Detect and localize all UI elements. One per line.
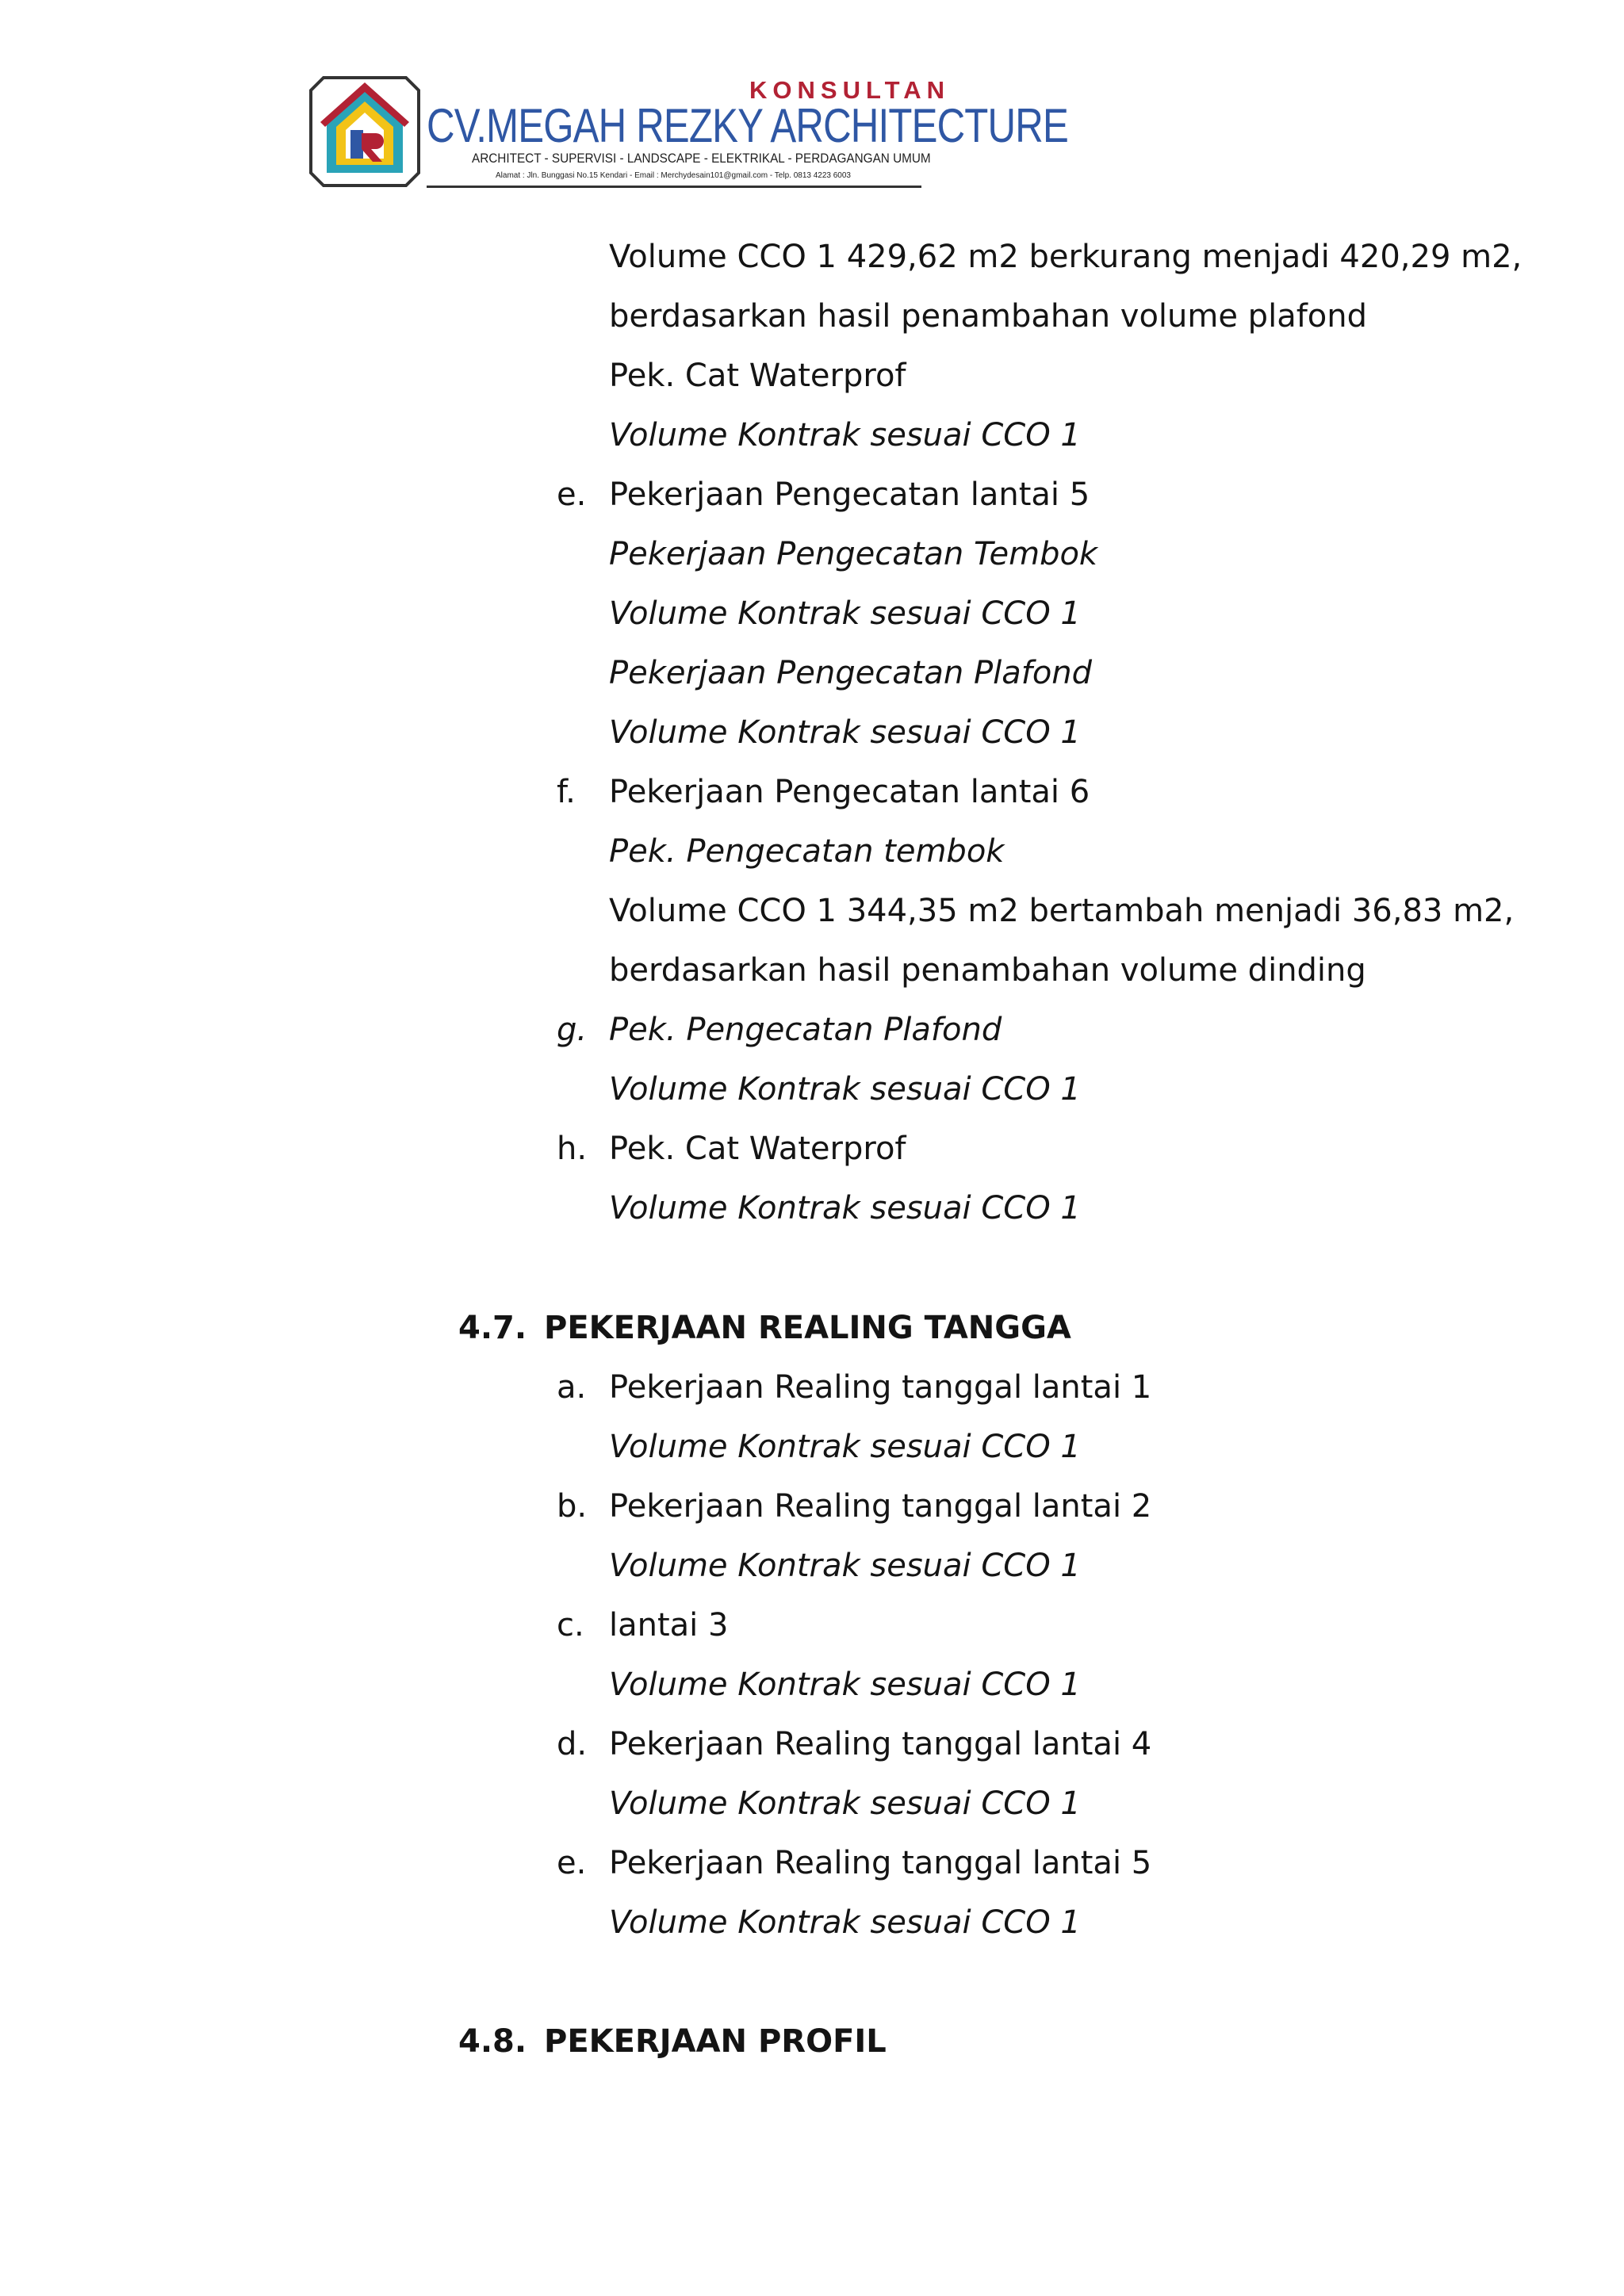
body-line: berdasarkan hasil penambahan volume dinding [609, 952, 1366, 989]
list-marker: b. [557, 1488, 588, 1525]
body-line: Pek. Pengecatan tembok [609, 833, 1005, 870]
list-marker: g. [557, 1012, 588, 1048]
body-line: berdasarkan hasil penambahan volume plafond [609, 298, 1367, 335]
list-item-title: Pekerjaan Realing tanggal lantai 1 [609, 1369, 1152, 1406]
section-title: PEKERJAAN PROFIL [544, 2023, 887, 2060]
body-line: Volume Kontrak sesuai CCO 1 [609, 714, 1081, 751]
list-item-title: lantai 3 [609, 1607, 729, 1644]
body-line: Pekerjaan Pengecatan Tembok [609, 536, 1098, 572]
list-marker: e. [557, 476, 587, 513]
list-item-title: Pekerjaan Realing tanggal lantai 4 [609, 1726, 1152, 1762]
list-item-note: Volume Kontrak sesuai CCO 1 [609, 1429, 1081, 1465]
list-item-title: Pekerjaan Pengecatan lantai 6 [609, 774, 1090, 810]
body-line: Pekerjaan Pengecatan Plafond [609, 655, 1093, 691]
list-marker: e. [557, 1845, 587, 1881]
list-item-title: Pekerjaan Realing tanggal lantai 2 [609, 1488, 1152, 1525]
section-number: 4.8. [458, 2023, 527, 2060]
list-marker: a. [557, 1369, 587, 1406]
list-marker: c. [557, 1607, 584, 1644]
body-line: Volume Kontrak sesuai CCO 1 [609, 1071, 1081, 1108]
company-services: ARCHITECT - SUPERVISI - LANDSCAPE - ELEKTRIKAL - PERDAGANGAN UMUM [472, 151, 931, 166]
list-item-title: Pekerjaan Realing tanggal lantai 5 [609, 1845, 1152, 1881]
company-logo-icon [309, 76, 420, 187]
list-item-title: Pekerjaan Pengecatan lantai 5 [609, 476, 1090, 513]
list-marker: d. [557, 1726, 588, 1762]
company-address: Alamat : Jln. Bunggasi No.15 Kendari - Email : Merchydesain101@gmail.com - Telp. 0813 4223 6003 [496, 171, 851, 180]
list-item-title: Pek. Pengecatan Plafond [609, 1012, 1002, 1048]
list-item-title: Pek. Cat Waterprof [609, 1131, 906, 1167]
body-line: Volume Kontrak sesuai CCO 1 [609, 595, 1081, 632]
list-item-note: Volume Kontrak sesuai CCO 1 [609, 1904, 1081, 1941]
section-number: 4.7. [458, 1310, 527, 1346]
body-line: Pek. Cat Waterprof [609, 358, 906, 394]
list-item-note: Volume Kontrak sesuai CCO 1 [609, 1667, 1081, 1703]
letterhead [309, 76, 1068, 195]
body-line: Volume CCO 1 429,62 m2 berkurang menjadi 420,29 m2, [609, 239, 1522, 275]
body-line: Volume Kontrak sesuai CCO 1 [609, 417, 1081, 453]
list-marker: f. [557, 774, 576, 810]
section-title: PEKERJAAN REALING TANGGA [544, 1310, 1071, 1346]
list-marker: h. [557, 1131, 588, 1167]
list-item-note: Volume Kontrak sesuai CCO 1 [609, 1785, 1081, 1822]
letterhead-divider [427, 186, 921, 188]
list-item-note: Volume Kontrak sesuai CCO 1 [609, 1548, 1081, 1584]
body-line: Volume CCO 1 344,35 m2 bertambah menjadi 36,83 m2, [609, 893, 1515, 929]
body-line: Volume Kontrak sesuai CCO 1 [609, 1190, 1081, 1226]
konsultan-label: KONSULTAN [749, 76, 950, 104]
company-name: CV.MEGAH REZKY ARCHITECTURE [427, 99, 1068, 152]
